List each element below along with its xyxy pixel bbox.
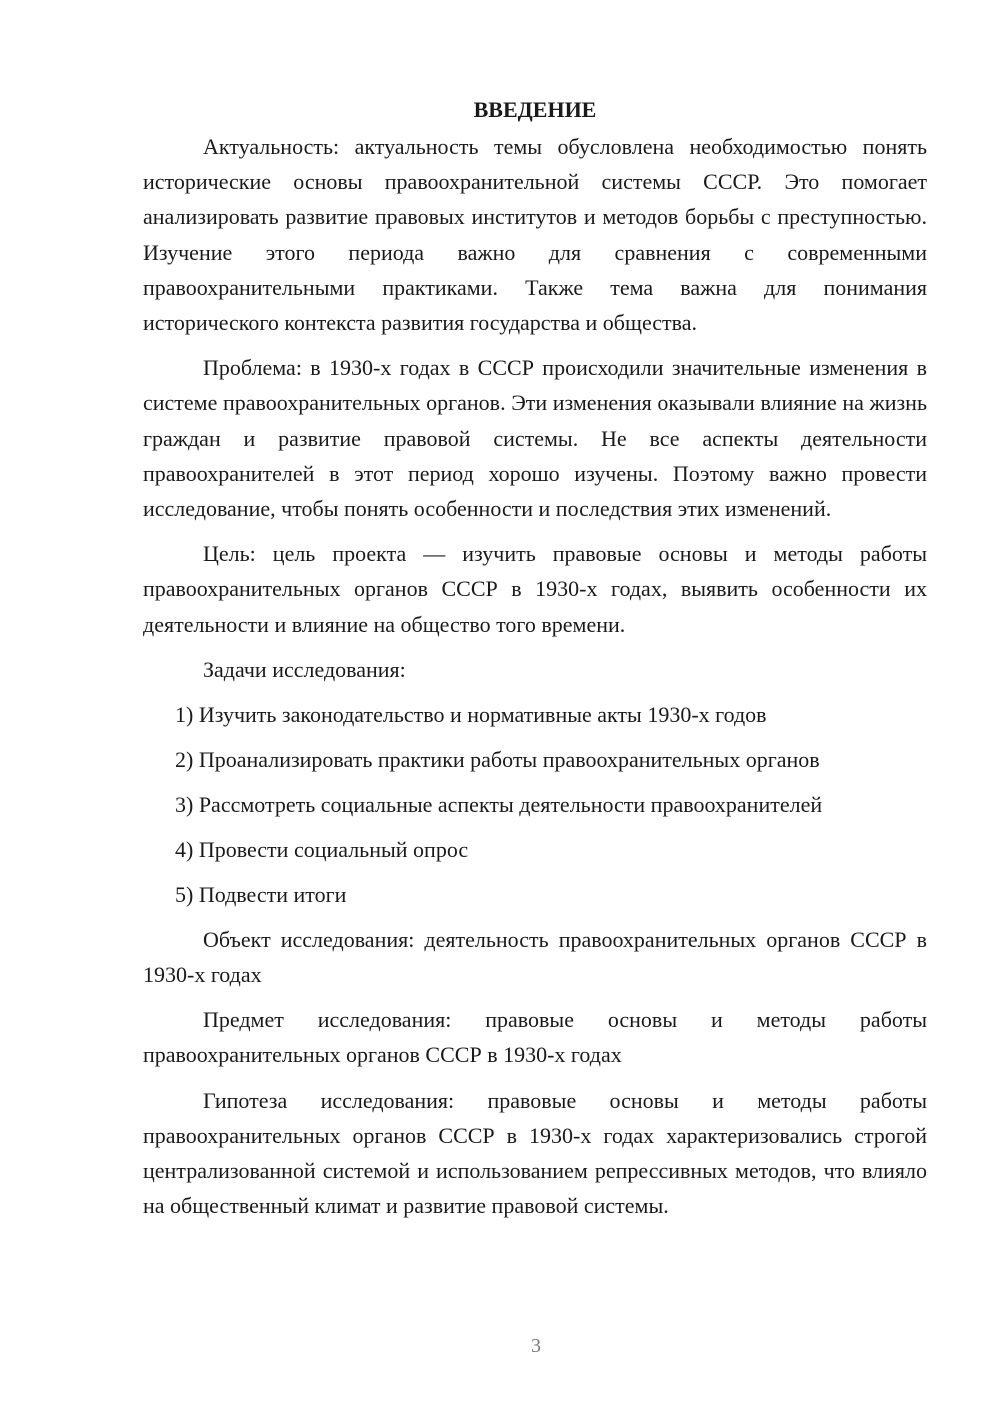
list-item: 3) Рассмотреть социальные аспекты деятельности правоохранителей [175, 791, 823, 817]
list-item: 4) Провести социальный опрос [175, 836, 469, 862]
list-item: 1) Изучить законодательство и нормативные акты 1930-х годов [175, 701, 767, 727]
tasks-list [143, 697, 927, 912]
paragraph-problem: Проблема: в 1930-х годах в СССР происходили значительные изменения в системе правоохранительных органов. Эти изменения оказывали влияние на жизнь граждан и развитие правовой системы. Не все аспекты деятельности правоохранителей в этот период хорошо изучены. Поэтому важно провести исследование, чтобы понять особенности и последствия этих изменений. [143, 355, 927, 522]
paragraph-hypothesis: Гипотеза исследования: правовые основы и методы работы правоохранительных органов СССР в 1930-х годах характеризовались строгой централизованной системой и использованием репрессивных методов, что влияло на общественный климат и развитие правовой системы. [143, 1087, 927, 1219]
paragraph-object: Объект исследования: деятельность правоохранительных органов СССР в 1930-х годах [143, 926, 927, 988]
page-number: 3 [531, 1335, 541, 1357]
list-item: 5) Подвести итоги [175, 881, 347, 907]
paragraph-relevance: Актуальность: актуальность темы обусловлена необходимостью понять исторические основы правоохранительной системы СССР. Это помогает анализировать развитие правовых институтов и методов борьбы с преступностью. Изучение этого периода важно для сравнения с современными правоохранительными практиками. Также тема важна для понимания исторического контекста развития государства и общества. [143, 134, 927, 336]
paragraph-subject: Предмет исследования: правовые основы и методы работы правоохранительных органов СССР в 1930-х годах [143, 1007, 927, 1068]
page-body [143, 92, 927, 1233]
paragraph-goal: Цель: цель проекта — изучить правовые основы и методы работы правоохранительных органов СССР в 1930-х годах, выявить особенности их деятельности и влияние на общество того времени. [143, 541, 927, 637]
list-item: 2) Проанализировать практики работы правоохранительных органов [175, 746, 820, 772]
tasks-heading: Задачи исследования: [203, 656, 406, 682]
section-title: ВВЕДЕНИЕ [473, 97, 597, 122]
